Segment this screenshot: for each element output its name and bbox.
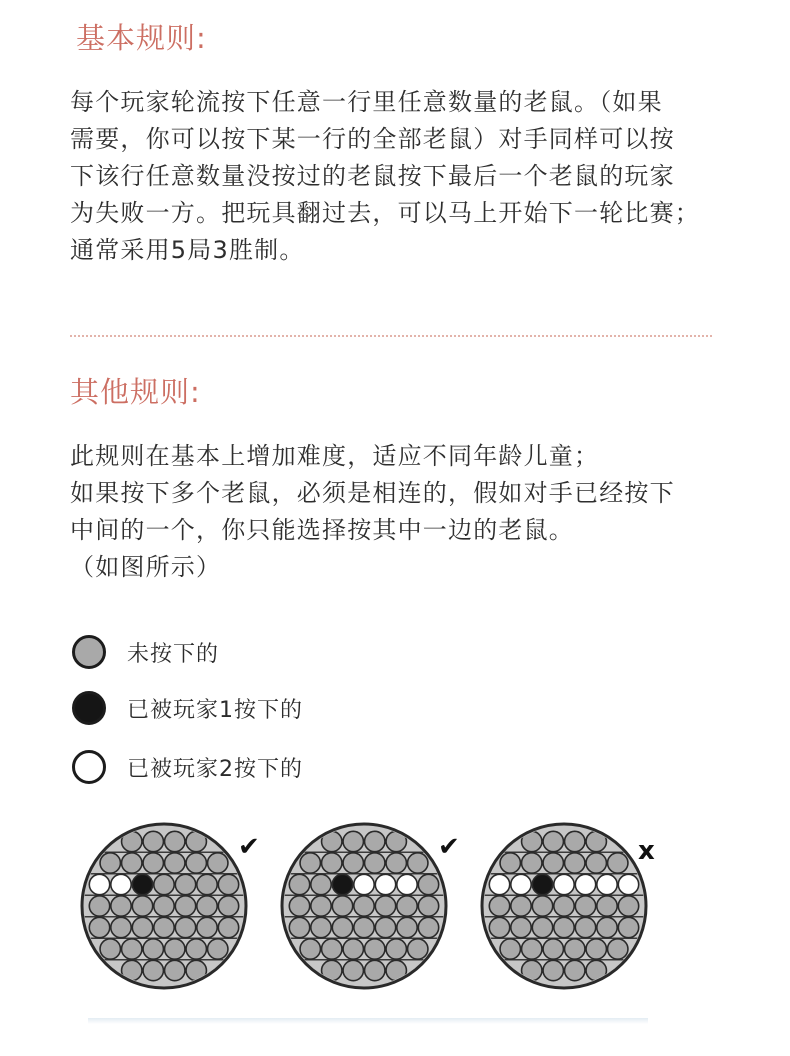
cross-icon: x [638,836,655,866]
bubble [511,874,531,894]
bubble [197,874,217,894]
bubble [154,896,174,916]
bubble [365,831,385,851]
bubble [186,853,206,873]
bubble [565,853,585,873]
bubble [143,960,163,980]
example-diagram-1 [78,820,260,996]
bubble [543,831,563,851]
bubble [343,939,363,959]
bubble [143,939,163,959]
bubble [322,939,342,959]
bubble [165,939,185,959]
bubble [565,960,585,980]
bubble [365,939,385,959]
bubble [132,874,152,894]
bubble [154,874,174,894]
bubble [343,831,363,851]
bubble [111,917,131,937]
bubble [186,939,206,959]
bubble [375,917,395,937]
other-rules-heading: 其他规则: [70,375,201,409]
bubble [386,853,406,873]
bubble [175,896,195,916]
basic-rules-line: 下该行任意数量没按过的老鼠按下最后一个老鼠的玩家 [70,162,675,190]
bubble [218,896,238,916]
pop-it-board [478,820,650,992]
basic-rules-line: 为失败一方。把玩具翻过去，可以马上开始下一轮比赛； [70,199,700,227]
floor-shadow [88,1018,648,1024]
bubble [89,896,109,916]
dotted-divider [70,335,712,337]
bubble [608,939,628,959]
bubble [300,939,320,959]
other-rules-text [70,438,730,586]
legend-player1 [72,688,303,728]
bubble [132,917,152,937]
bubble [218,874,238,894]
bubble [532,874,552,894]
check-icon: ✔ [238,832,260,862]
bubble [311,917,331,937]
bubble [354,917,374,937]
bubble [575,874,595,894]
bubble [311,896,331,916]
bubble [565,831,585,851]
bubble [597,917,617,937]
example-diagram-2 [278,820,460,996]
bubble [575,917,595,937]
bubble [554,896,574,916]
bubble [143,853,163,873]
bubble [500,853,520,873]
bubble [522,853,542,873]
bubble [489,896,509,916]
other-rules-line: 如果按下多个老鼠，必须是相连的，假如对手已经按下 [70,479,675,507]
other-rules-line: 中间的一个，你只能选择按其中一边的老鼠。 [70,516,574,544]
bubble [543,960,563,980]
other-rules-line: （如图所示） [70,553,222,581]
example-diagram-3 [478,820,655,996]
white-circle-icon [72,750,106,784]
basic-rules-heading: 基本规则: [76,21,207,55]
bubble [89,917,109,937]
black-circle-icon [72,691,106,725]
pop-it-board [278,820,450,992]
bubble [111,896,131,916]
pop-it-board [78,820,250,992]
bubble [532,896,552,916]
bubble [165,853,185,873]
legend-label: 已被玩家1按下的 [127,697,303,723]
bubble [375,896,395,916]
bubble [165,960,185,980]
bubble [597,874,617,894]
bubble [386,939,406,959]
bubble [354,896,374,916]
legend-label: 未按下的 [127,641,220,667]
check-icon: ✔ [438,832,460,862]
bubble [289,917,309,937]
bubble [418,917,438,937]
bubble [208,939,228,959]
legend-unpressed [72,632,219,672]
basic-rules-line: 需要，你可以按下某一行的全部老鼠）对手同样可以按 [70,125,675,153]
bubble [618,874,638,894]
bubble [300,853,320,873]
bubble [122,853,142,873]
bubble [397,917,417,937]
bubble [354,874,374,894]
bubble [332,896,352,916]
bubble [218,917,238,937]
legend-player2 [72,747,303,787]
bubble [343,853,363,873]
bubble [586,853,606,873]
bubble [608,853,628,873]
bubble [418,874,438,894]
bubble [89,874,109,894]
bubble [197,917,217,937]
basic-rules-line: 通常采用5局3胜制。 [70,236,305,264]
bubble [408,853,428,873]
bubble [500,939,520,959]
bubble [365,960,385,980]
bubble [489,874,509,894]
bubble [289,896,309,916]
bubble [597,896,617,916]
other-rules-line: 此规则在基本上增加难度，适应不同年龄儿童； [70,442,600,470]
bubble [618,896,638,916]
bubble [332,917,352,937]
bubble [565,939,585,959]
bubble [418,896,438,916]
examples-area [70,820,670,1050]
bubble [132,896,152,916]
bubble [397,896,417,916]
bubble [365,853,385,873]
bubble [408,939,428,959]
bubble [554,874,574,894]
bubble [175,874,195,894]
bubble [543,939,563,959]
bubble [586,939,606,959]
bubble [100,853,120,873]
basic-rules-text [70,84,730,269]
bubble [522,939,542,959]
bubble [343,960,363,980]
bubble [100,939,120,959]
bubble [511,917,531,937]
bubble [111,874,131,894]
bubble [511,896,531,916]
bubble [289,874,309,894]
bubble [122,939,142,959]
bubble [143,831,163,851]
bubble [322,853,342,873]
bubble [575,896,595,916]
legend-label: 已被玩家2按下的 [127,756,303,782]
bubble [532,917,552,937]
bubble [375,874,395,894]
bubble [489,917,509,937]
basic-rules-line: 每个玩家轮流按下任意一行里任意数量的老鼠。（如果 [70,88,663,116]
bubble [175,917,195,937]
bubble [154,917,174,937]
bubble [554,917,574,937]
bubble [208,853,228,873]
bubble [165,831,185,851]
bubble [311,874,331,894]
bubble [543,853,563,873]
bubble [397,874,417,894]
bubble [197,896,217,916]
bubble [618,917,638,937]
gray-circle-icon [72,635,106,669]
bubble [332,874,352,894]
